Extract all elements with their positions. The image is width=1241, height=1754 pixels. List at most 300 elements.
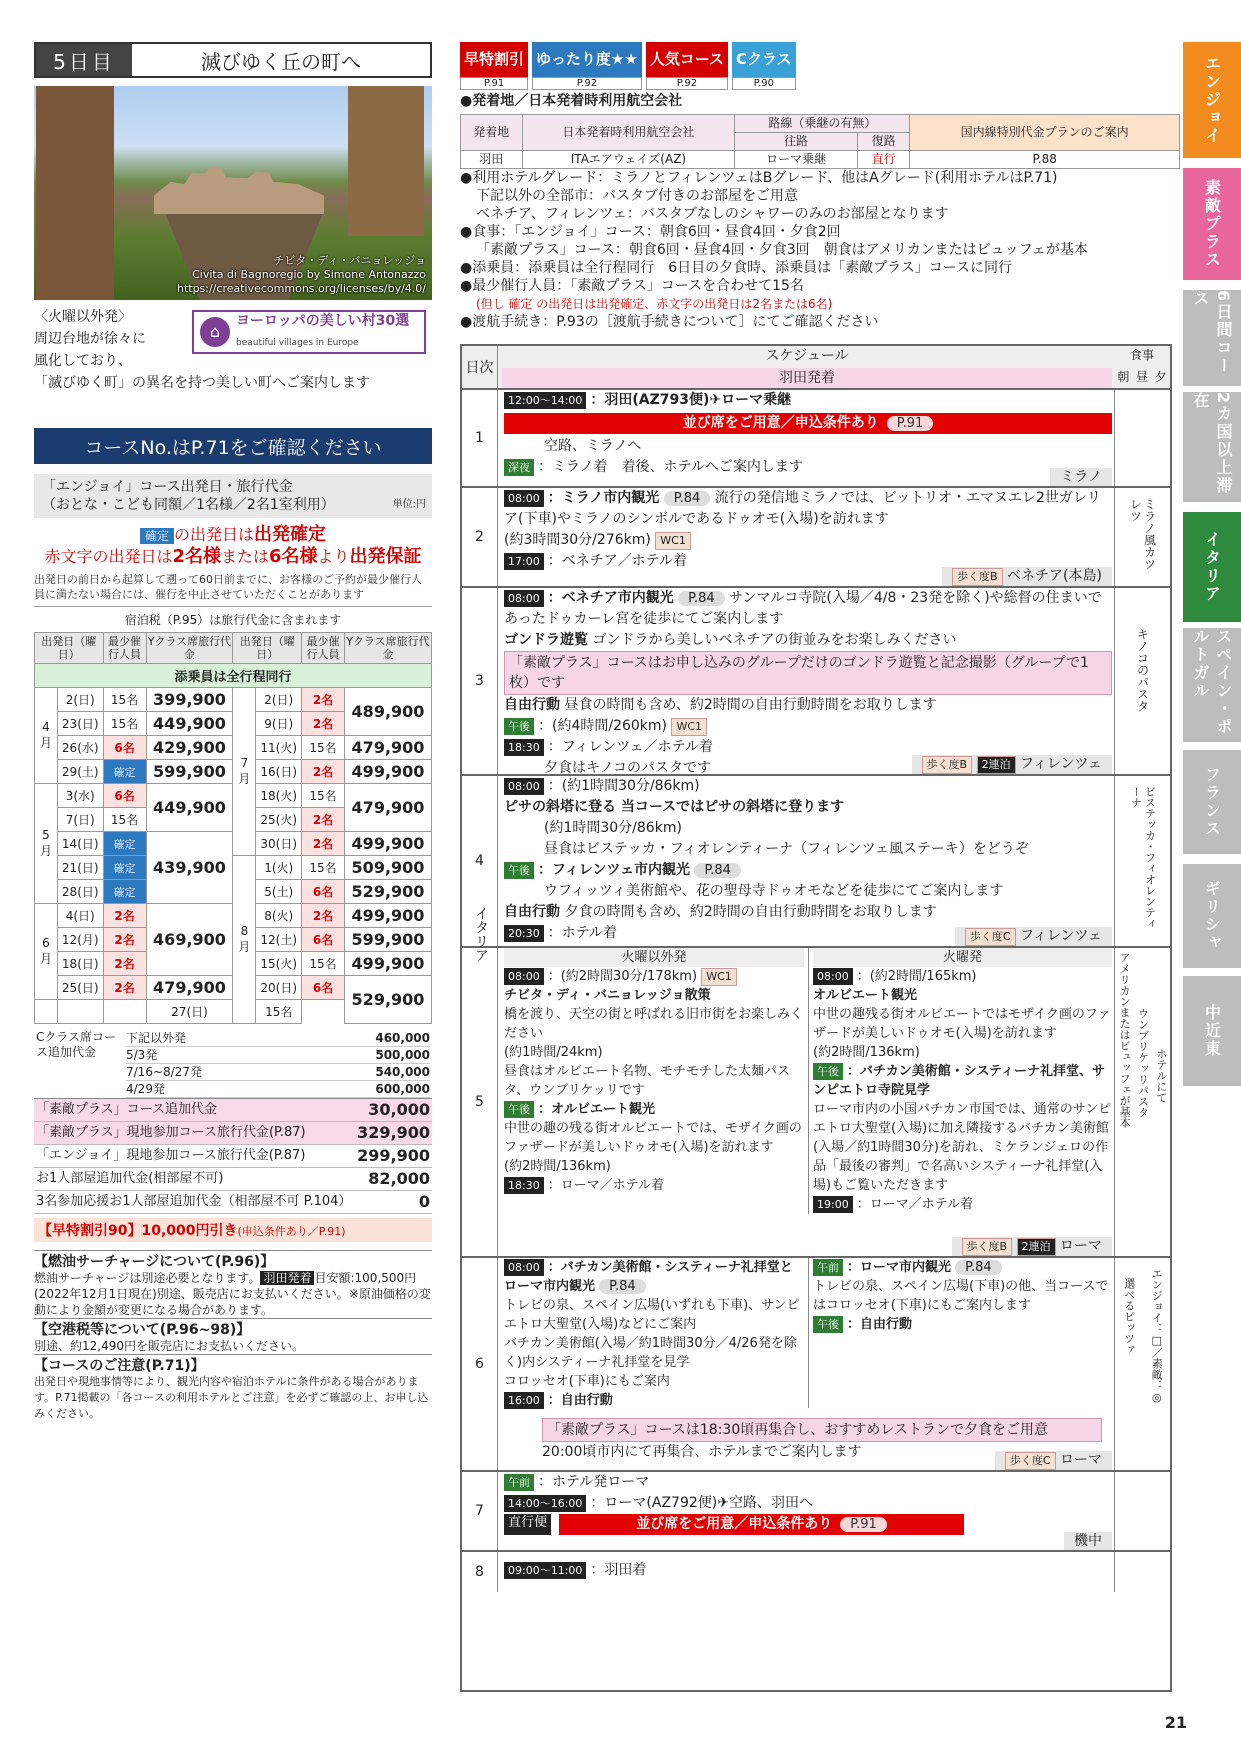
cell-m: 2名 bbox=[103, 928, 146, 952]
d3-wc: WC1 bbox=[671, 718, 707, 736]
cell-m: 2名 bbox=[103, 976, 146, 1000]
cell-d: 20(日) bbox=[256, 976, 302, 1000]
day-1 bbox=[462, 390, 1170, 488]
d4-place bbox=[955, 927, 1112, 946]
cell-p: 439,900 bbox=[146, 832, 233, 904]
d6-place-text: ローマ bbox=[1060, 1452, 1102, 1468]
cell-m: 6名 bbox=[302, 928, 345, 952]
cell-m: 15名 bbox=[103, 712, 146, 736]
fuel-section bbox=[34, 1250, 432, 1422]
th-date-2: 出発日（曜日） bbox=[233, 633, 302, 664]
d3-walk: 歩く度B bbox=[922, 756, 973, 774]
info-line: 「素敵プラス」コース：朝食6回・昼食4回・夕食3回 朝食はアメリカンまたはビュッフェが基本 bbox=[476, 242, 1088, 258]
c-class-rows bbox=[126, 1030, 430, 1098]
day-5-num: 5 bbox=[462, 948, 498, 1256]
day-2 bbox=[462, 488, 1170, 588]
d6-b-l1: ：ローマ市内観光 bbox=[847, 1260, 952, 1275]
day-4-body bbox=[504, 776, 1112, 944]
price-header bbox=[34, 474, 432, 518]
extra-row: 3名参加応援お1人部屋追加代金（相部屋不可 P.104） 0 bbox=[34, 1191, 432, 1214]
day-1-body bbox=[504, 390, 1112, 478]
d4-l1: ：(約1時間30分/86km) bbox=[547, 778, 700, 794]
day-4-num: 4 bbox=[462, 776, 498, 946]
d5-a-l6: ：オルビエート観光 bbox=[538, 1102, 656, 1117]
dep-h4: 国内線特別代金プランのご案内 bbox=[910, 115, 1180, 151]
d7-meal bbox=[1114, 1472, 1170, 1550]
d6-b-l3: ：自由行動 bbox=[847, 1317, 913, 1332]
cell-m: 確定 bbox=[103, 832, 146, 856]
month-apr: 4月 bbox=[35, 688, 58, 784]
day-5-col-a bbox=[504, 948, 804, 1195]
day-7-num: 7 bbox=[462, 1472, 498, 1550]
cell-m: 15名 bbox=[302, 736, 345, 760]
head-m2: 昼 bbox=[1135, 370, 1148, 384]
photo-caption-2: Civita di Bagnoregio by Simone Antonazzo bbox=[192, 268, 426, 281]
intro bbox=[34, 306, 432, 394]
th-min: 最少催行人員 bbox=[103, 633, 146, 664]
day-3 bbox=[462, 588, 1170, 776]
dep-r3: ローマ乗継 bbox=[735, 151, 858, 169]
d6-a-l3: バチカン美術館(入場／約1時間30分／4/26発を除く)内システィーナ礼拝堂を見学 bbox=[504, 1336, 797, 1370]
head-depart: 羽田発着 bbox=[502, 368, 1112, 388]
d3-time2: 18:30 bbox=[504, 739, 544, 756]
d5-a-l2: チビタ・ディ・バニョレッジョ散策 bbox=[504, 988, 711, 1003]
d5-b-l3: 中世の趣残る街オルビエートではモザイク画のファザードが美しいドゥオモ(入場)を訪れます bbox=[813, 1007, 1111, 1041]
cell-p: 529,900 bbox=[344, 976, 431, 1024]
day-5-col-b bbox=[808, 948, 1112, 1214]
cell-d: 21(日) bbox=[57, 856, 103, 880]
cell-d: 11(火) bbox=[256, 736, 302, 760]
d7-direct: 直行便 bbox=[504, 1514, 551, 1535]
cell-d: 8(火) bbox=[256, 904, 302, 928]
schedule-head bbox=[462, 346, 1170, 390]
d7-l1b: ローマ bbox=[607, 1474, 650, 1490]
d4-l5: ：フィレンツェ市内観光 bbox=[538, 862, 690, 878]
d3-l1b: サンマルコ寺院(入場／4/8・23発を除く)や総督の住まいであったドゥカーレ宮を徒歩にてご案内します bbox=[504, 590, 1102, 627]
d3-l6: 夕食はキノコのパスタです bbox=[544, 760, 712, 776]
dep-h3: 路線（乗継の有無） bbox=[735, 115, 910, 133]
fuel-haneda-tag: 羽田発着 bbox=[260, 1271, 314, 1285]
price-unit: 単位:円 bbox=[392, 499, 426, 510]
d1-time: 12:00～14:00 bbox=[504, 392, 586, 409]
d5-place bbox=[952, 1237, 1112, 1256]
d1-l2: 空路、ミラノへ bbox=[544, 438, 642, 454]
d5-a-wc: WC1 bbox=[701, 968, 737, 986]
th-min-2: 最少催行人員 bbox=[302, 633, 345, 664]
cell-d: 2(日) bbox=[256, 688, 302, 712]
d1-bar-pg: P.91 bbox=[887, 416, 934, 431]
cell-m: 15名 bbox=[302, 856, 345, 880]
th-price: Yクラス席旅行代金 bbox=[146, 633, 233, 664]
d5-stay: 2連泊 bbox=[1017, 1238, 1056, 1256]
intro-line2: 風化しており、 bbox=[34, 353, 132, 369]
confirm-2f: 出発保証 bbox=[349, 546, 422, 567]
d2-place-text: ベネチア(本島) bbox=[1007, 568, 1102, 584]
head-meal: 食事 bbox=[1129, 348, 1154, 362]
d2-place bbox=[942, 567, 1112, 586]
cell-m: 6名 bbox=[302, 880, 345, 904]
cell-m: 2名 bbox=[103, 952, 146, 976]
cell-m: 6名 bbox=[103, 784, 146, 808]
day-7 bbox=[462, 1472, 1170, 1552]
d1-tag: 深夜 bbox=[504, 459, 534, 476]
d4-l4: 昼食はビステッカ・フィオレンティーナ（フィレンツェ風ステーキ）をどうぞ bbox=[544, 841, 1029, 857]
c-class-row: 5/3発 500,000 bbox=[126, 1048, 430, 1062]
cell-d: 2(日) bbox=[57, 688, 103, 712]
d3-l3b: 昼食の時間も含め、約2時間の自由行動時間をお取りします bbox=[564, 697, 937, 713]
cell-p: 499,900 bbox=[344, 904, 431, 928]
day-4 bbox=[462, 776, 1170, 948]
price-header-line2: （おとな・こども同額／1名様／2名1室利用） bbox=[42, 497, 335, 513]
d5-meal-c: ホテルにて bbox=[1154, 1048, 1168, 1103]
cell-p: 469,900 bbox=[146, 904, 233, 976]
day-6-col-b bbox=[808, 1258, 1112, 1408]
cell-m: 2名 bbox=[302, 712, 345, 736]
d7-bar-text: 並び席をご用意／申込条件あり bbox=[636, 1516, 833, 1532]
d5-a-time: 08:00 bbox=[504, 968, 544, 985]
min-participants-note: 出発日の前日から起算して遡って60日前までに、お客様のご予約が最少催行人員に満たない場合には、催行を中止させていただくことがあります bbox=[34, 572, 432, 607]
d5-b-time2: 19:00 bbox=[813, 1196, 853, 1213]
d6-walk: 歩く度C bbox=[1005, 1452, 1056, 1470]
cell-m: 15名 bbox=[103, 808, 146, 832]
d3-place-text: フィレンツェ bbox=[1020, 756, 1102, 772]
extra-row: お1人部屋追加代金(相部屋不可) 82,000 bbox=[34, 1168, 432, 1191]
d2-l1: ：ミラノ市内観光 bbox=[547, 490, 660, 506]
price-row bbox=[35, 688, 432, 712]
c-class-row: 下記以外発 460,000 bbox=[126, 1031, 430, 1045]
course-notice-heading: 【コースのご注意(P.71)】 bbox=[34, 1358, 205, 1374]
day-3-num: 3 bbox=[462, 588, 498, 774]
country-label: イタリア bbox=[473, 906, 489, 962]
d5-b-l4: (約2時間/136km) bbox=[813, 1045, 920, 1060]
side-tab[interactable]: ギリシャ bbox=[1183, 864, 1241, 968]
price-row bbox=[35, 856, 432, 880]
cell-d: 7(日) bbox=[57, 808, 103, 832]
d6-a-time2: 16:00 bbox=[504, 1392, 544, 1409]
side-tab[interactable]: スペイン・ポルトガル bbox=[1183, 628, 1241, 742]
schedule-table bbox=[460, 344, 1172, 1692]
info-line: ●利用ホテルグレード：ミラノとフィレンツェはBグレード、他はAグレード(利用ホテルはP.71) bbox=[460, 170, 1058, 186]
confirm-2a: 赤文字の出発日は bbox=[44, 547, 173, 566]
d4-l2: ピサの斜塔に登る 当コースではピサの斜塔に登ります bbox=[504, 799, 845, 815]
side-tab[interactable]: 6日間コース bbox=[1183, 290, 1241, 386]
dep-h3a: 往路 bbox=[735, 133, 858, 151]
dep-r5: P.88 bbox=[910, 151, 1180, 169]
c-class-row: 4/29発 600,000 bbox=[126, 1082, 430, 1096]
badge-sub: beautiful villages in Europe bbox=[236, 338, 359, 348]
dep-h1: 発着地 bbox=[461, 115, 523, 151]
photo-tower-left bbox=[36, 86, 114, 300]
d3-meal-text: キノコのパスタ bbox=[1135, 628, 1150, 712]
day-8-body bbox=[504, 1560, 1112, 1581]
cell-p: 499,900 bbox=[344, 832, 431, 856]
head-m3: 夕 bbox=[1154, 370, 1167, 384]
d1-place: ミラノ bbox=[1050, 468, 1112, 486]
cell-p: 509,900 bbox=[344, 856, 431, 880]
photo-town bbox=[154, 168, 324, 214]
house-icon: ⌂ bbox=[200, 317, 230, 347]
info-line: 下記以外の全部市：バスタブ付きのお部屋をご用意 bbox=[476, 188, 798, 204]
d6-b-tag2: 午後 bbox=[813, 1316, 843, 1333]
d3-tag: 午後 bbox=[504, 718, 534, 735]
cell-p: 449,900 bbox=[146, 784, 233, 832]
feature-icon: 人気コース P.92 bbox=[646, 42, 728, 90]
info-line: ベネチア、フィレンツェ：バスタブなしのシャワーのみのお部屋となります bbox=[476, 206, 949, 222]
confirm-2d: 6名様 bbox=[269, 546, 318, 567]
cell-m: 2名 bbox=[302, 760, 345, 784]
badge-title: ヨーロッパの美しい村30選 bbox=[236, 313, 410, 329]
cell-d: 28(日) bbox=[57, 880, 103, 904]
feature-icon: ゆったり度★★ P.92 bbox=[532, 42, 642, 90]
side-tab[interactable]: 2カ国以上滞在 bbox=[1183, 392, 1241, 502]
cell-p: 489,900 bbox=[344, 688, 431, 736]
dep-h3b: 復路 bbox=[857, 133, 910, 151]
c-class-label: Cクラス席コース追加代金 bbox=[36, 1030, 117, 1059]
d3-pg: P.84 bbox=[678, 591, 725, 606]
fuel-text2: 目安額:100,500円(2022年12月1日現在)別途、販売店にお支払いください。※原油価格の変動により金額が変更になる場合があります。 bbox=[34, 1271, 431, 1317]
cell-d: 23(日) bbox=[57, 712, 103, 736]
cell-p: 499,900 bbox=[344, 952, 431, 976]
d2-l3: ：ベネチア／ホテル着 bbox=[547, 553, 688, 569]
d2-l1b: 流行の発信地ミラノでは、ビットリオ・エマヌエレ2世ガレリア(下車)やミラノのシンボルであるドゥオモ(入場)を訪れます bbox=[504, 490, 1101, 527]
cell-p: 599,900 bbox=[344, 928, 431, 952]
tax-note: 宿泊税（P.95）は旅行代金に含まれます bbox=[124, 613, 342, 627]
confirm-2b: 2名様 bbox=[172, 546, 221, 567]
head-sched: スケジュール bbox=[765, 348, 849, 364]
d5-meal bbox=[1114, 948, 1170, 1256]
day-6 bbox=[462, 1258, 1170, 1472]
day-2-body bbox=[504, 488, 1112, 572]
d6-pg: P.84 bbox=[599, 1279, 646, 1294]
cell-d: 4(日) bbox=[57, 904, 103, 928]
d4-l6: ウフィッツィ美術館や、花の聖母寺ドゥオモなどを徒歩にてご案内します bbox=[544, 883, 1004, 899]
confirm-text2: 出発確定 bbox=[254, 524, 327, 545]
side-tab[interactable]: 素敵プラス bbox=[1183, 168, 1241, 280]
beautiful-villages-badge bbox=[192, 310, 426, 354]
early-label: 【早特割引90】10,000円引き bbox=[38, 1223, 238, 1239]
d1-l3: ：ミラノ着 着後、ホテルへご案内します bbox=[538, 459, 803, 475]
cell-d: 18(火) bbox=[256, 784, 302, 808]
price-table bbox=[34, 632, 432, 1024]
d3-stay: 2連泊 bbox=[977, 756, 1016, 774]
side-tab[interactable]: エンジョイ bbox=[1183, 42, 1241, 158]
price-header-line1: 「エンジョイ」コース出発日・旅行代金 bbox=[42, 479, 293, 495]
d8-l1: ：羽田着 bbox=[590, 1562, 647, 1578]
feature-icon: Cクラス P.90 bbox=[732, 42, 796, 90]
d4-meal-text: ビステッカ・フィオレンティーナ bbox=[1129, 786, 1157, 929]
info-line: (但し 確定 の出発日は出発確定、赤文字の出発日は2名または6名) bbox=[476, 297, 833, 311]
d3-meal bbox=[1114, 588, 1170, 774]
cell-p: 599,900 bbox=[146, 760, 233, 784]
cell-m: 15名 bbox=[302, 784, 345, 808]
cell-d: 12(月) bbox=[57, 928, 103, 952]
intro-line3: 「滅びゆく町」の異名を持つ美しい町へご案内します bbox=[34, 375, 370, 391]
d4-walk: 歩く度C bbox=[965, 928, 1016, 946]
day-title: 滅びゆく丘の町へ bbox=[201, 49, 361, 74]
d5-a-l8: (約2時間/136km) bbox=[504, 1159, 611, 1174]
confirm-tag: 確定 bbox=[140, 528, 174, 544]
intro-tag: 〈火曜以外発〉 bbox=[34, 309, 132, 325]
left-column bbox=[34, 42, 432, 1422]
extra-row: 「素敵プラス」コース追加代金 30,000 bbox=[34, 1099, 432, 1122]
d5-hA: 火曜以外発 bbox=[504, 948, 804, 967]
day-6-num: 6 bbox=[462, 1258, 498, 1470]
cell-d: 30(日) bbox=[256, 832, 302, 856]
side-tab[interactable]: フランス bbox=[1183, 750, 1241, 854]
cell-p: 479,900 bbox=[344, 736, 431, 760]
cell-d: 25(火) bbox=[256, 808, 302, 832]
cell-m: 2名 bbox=[302, 832, 345, 856]
month-jun: 6月 bbox=[35, 904, 58, 1000]
cell-m: 確定 bbox=[103, 856, 146, 880]
d2-walk: 歩く度B bbox=[952, 568, 1003, 586]
d3-l5: ：フィレンツェ／ホテル着 bbox=[547, 739, 713, 755]
cell-p: 399,900 bbox=[146, 688, 233, 712]
d7-bar-pg: P.91 bbox=[840, 1517, 887, 1532]
cell-m: 確定 bbox=[103, 760, 146, 784]
d5-meal-b: ウンブリケッリパスタ bbox=[1136, 1008, 1150, 1118]
right-column bbox=[460, 42, 1168, 331]
head-m1: 朝 bbox=[1117, 370, 1130, 384]
price-table-body bbox=[35, 688, 432, 1024]
cell-p: 499,900 bbox=[344, 760, 431, 784]
info-lines bbox=[460, 169, 1168, 331]
d3-l1: ：ベネチア市内観光 bbox=[547, 590, 674, 606]
d5-place-text: ローマ bbox=[1060, 1238, 1102, 1254]
cell-d: 29(土) bbox=[57, 760, 103, 784]
extra-row: 「エンジョイ」現地参加コース旅行代金(P.87) 299,900 bbox=[34, 1145, 432, 1168]
d7-tag: 午前 bbox=[504, 1474, 534, 1491]
d1-seat-bar bbox=[504, 413, 1112, 434]
day-2-num: 2 bbox=[462, 488, 498, 586]
side-tab[interactable]: 中近東 bbox=[1183, 976, 1241, 1086]
day-header bbox=[34, 42, 432, 78]
day-8-num: 8 bbox=[462, 1552, 498, 1592]
d6-meal-b: 選べるピッツァ bbox=[1122, 1278, 1136, 1355]
d5-b-time: 08:00 bbox=[813, 968, 853, 985]
cell-m: 確定 bbox=[103, 880, 146, 904]
intro-line1: 周辺台地が徐々に bbox=[34, 331, 146, 347]
airport-tax-text: 別途、約12,490円を販売店にお支払いください。 bbox=[34, 1339, 304, 1353]
d7-seat-bar bbox=[559, 1514, 964, 1535]
feature-icons bbox=[460, 42, 1168, 90]
d4-l7: 自由行動 bbox=[504, 904, 560, 920]
d6-a-l4: コロッセオ(下車)にもご案内 bbox=[504, 1374, 670, 1389]
d5-a-l1: ：(約2時間30分/178km) bbox=[547, 969, 698, 984]
extra-row: 「素敵プラス」現地参加コース旅行代金(P.87) 329,900 bbox=[34, 1122, 432, 1145]
d4-meal bbox=[1114, 776, 1170, 946]
extras bbox=[34, 1030, 432, 1242]
d6-b-tag: 午前 bbox=[813, 1259, 843, 1276]
day-1-num: 1 bbox=[462, 390, 498, 486]
day-number: 5日目 bbox=[36, 44, 132, 76]
cell-m: 2名 bbox=[103, 904, 146, 928]
d5-b-l7: ：ローマ／ホテル着 bbox=[856, 1197, 974, 1212]
extra-rows bbox=[34, 1099, 432, 1214]
cell-p: 479,900 bbox=[344, 784, 431, 832]
feature-icon: 早特割引 P.91 bbox=[460, 42, 528, 90]
d4-l8: ：ホテル着 bbox=[547, 925, 618, 941]
d2-l2: (約3時間30分/276km) bbox=[504, 532, 651, 548]
dep-r4: 直行 bbox=[857, 151, 910, 169]
d8-time: 09:00～11:00 bbox=[504, 1562, 586, 1579]
info-line: ●添乗員：添乗員は全行程同行 6日目の夕食時、添乗員は「素敵プラス」コースに同行 bbox=[460, 260, 1013, 276]
d5-a-l9: ：ローマ／ホテル着 bbox=[547, 1178, 665, 1193]
d1-l1: ：羽田(AZ793便)✈ローマ乗継 bbox=[590, 392, 792, 408]
day-8 bbox=[462, 1552, 1170, 1592]
d1-meal bbox=[1114, 390, 1170, 486]
d4-time2: 20:30 bbox=[504, 925, 544, 942]
fuel-text1: 燃油サーチャージは別途必要となります。 bbox=[34, 1271, 261, 1285]
d5-b-l6: ローマ市内の小国バチカン市国では、通常のサンピエトロ大聖堂(入場)に加え隣接するバチカン美術館(入場／約1時間30分)を訪れ、ミケランジェロの作品「最後の審判」で名高いシスティーナ礼拝堂(入場)もご覧いただきます bbox=[813, 1102, 1112, 1193]
d5-a-l5: 昼食はオルビエート名物、モチモチした太麺パスタ、ウンブリケッリです bbox=[504, 1064, 791, 1098]
cell-d: 12(土) bbox=[256, 928, 302, 952]
day-5 bbox=[462, 948, 1170, 1258]
d4-place-text: フィレンツェ bbox=[1020, 928, 1102, 944]
info-line: ●最少催行人員：「素敵プラス」コースを合わせて15名 bbox=[460, 278, 804, 294]
dep-r1: 羽田 bbox=[461, 151, 523, 169]
d6-a-time: 08:00 bbox=[504, 1259, 544, 1276]
cell-d: 26(水) bbox=[57, 736, 103, 760]
d2-time2: 17:00 bbox=[504, 553, 544, 570]
d6-b-pg: P.84 bbox=[955, 1260, 1002, 1275]
cell-m: 15名 bbox=[103, 688, 146, 712]
cell-d: 5(土) bbox=[256, 880, 302, 904]
d5-a-tag: 午後 bbox=[504, 1101, 534, 1118]
d5-a-l7: 中世の趣の残る街オルビエートでは、モザイク画のファザードが美しいドゥオモ(入場)を訪れます bbox=[504, 1121, 802, 1155]
d4-l7b: 夕食の時間も含め、約2時間の自由行動時間をお取りします bbox=[564, 904, 937, 920]
departure-table bbox=[460, 114, 1180, 169]
day-7-body bbox=[504, 1472, 1112, 1535]
cell-d: 14(日) bbox=[57, 832, 103, 856]
d6-b-l2: トレビの泉、スペイン広場(下車)の他、当コースではコロッセオ(下車)にもご案内します bbox=[813, 1279, 1109, 1313]
cell-m: 2名 bbox=[302, 808, 345, 832]
month-may: 5月 bbox=[35, 784, 58, 904]
c-class-row: 7/16~8/27発 540,000 bbox=[126, 1065, 430, 1079]
d3-l3: 自由行動 bbox=[504, 697, 560, 713]
cell-d: 9(日) bbox=[256, 712, 302, 736]
day-6-col-a bbox=[504, 1258, 804, 1410]
d2-meal bbox=[1114, 488, 1170, 586]
d2-wc: WC1 bbox=[655, 532, 691, 550]
cell-d: 15(火) bbox=[256, 952, 302, 976]
cell-p: 429,900 bbox=[146, 736, 233, 760]
cell-d: 16(日) bbox=[256, 760, 302, 784]
cell-m: 2名 bbox=[302, 904, 345, 928]
page-number: 21 bbox=[1164, 1713, 1187, 1732]
side-tab[interactable]: イタリア bbox=[1183, 512, 1241, 622]
cell-m: 2名 bbox=[302, 688, 345, 712]
d2-meal-text: ミラノ風カツレツ bbox=[1128, 498, 1157, 570]
photo-tower-right bbox=[348, 86, 424, 236]
course-number-bar: コースNo.はP.71をご確認ください bbox=[34, 428, 432, 464]
cell-p: 449,900 bbox=[146, 712, 233, 736]
confirm-2c: または bbox=[220, 547, 269, 566]
head-day: 日次 bbox=[462, 346, 498, 388]
d6-l4: 20:00頃市内にて再集合、ホテルまでご案内します bbox=[542, 1444, 862, 1460]
d3-l4: ：(約4時間/260km) bbox=[538, 718, 668, 734]
cell-m: 15名 bbox=[256, 1000, 302, 1024]
th-price-2: Yクラス席旅行代金 bbox=[344, 633, 431, 664]
airport-tax-heading: 【空港税等について(P.96~98)】 bbox=[34, 1318, 432, 1338]
d6-a-l5: ：自由行動 bbox=[547, 1393, 613, 1408]
d3-l2: ゴンドラ遊覧 bbox=[504, 632, 588, 648]
escort-row: 添乗員は全行程同行 bbox=[35, 664, 432, 688]
d5-a-l3: 橋を渡り、天空の街と呼ばれる旧市街をお楽しみください bbox=[504, 1007, 804, 1041]
d6-a-l2: トレビの泉、スペイン広場(いずれも下車)、サンピエトロ大聖堂(入場)などにご案内 bbox=[504, 1298, 800, 1332]
d5-hB: 火曜発 bbox=[813, 948, 1112, 967]
cell-d: 25(日) bbox=[57, 976, 103, 1000]
